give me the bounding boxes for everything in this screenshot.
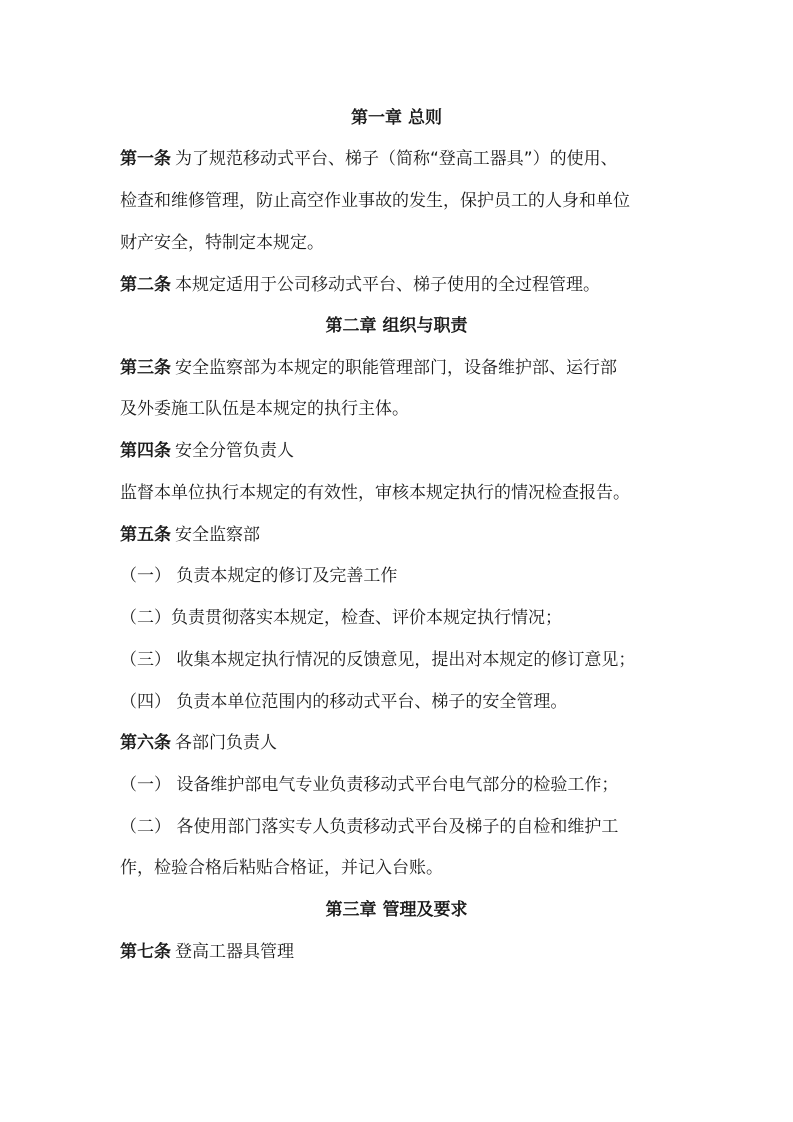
article-4-label: 第四条 (120, 441, 171, 461)
chapter-2-heading: 第二章 组织与职责 (325, 316, 468, 336)
article-4-text-1: 安全分管负责人 (175, 441, 294, 461)
article-7-text-1: 登高工器具管理 (175, 942, 294, 962)
article-6-line-1 (120, 731, 680, 755)
article-3-text-1: 安全监察部为本规定的职能管理部门，设备维护部、运行部 (175, 358, 617, 378)
article-5-text-1: 安全监察部 (175, 525, 260, 545)
article-5-item-4: （四） 负责本单位范围内的移动式平台、梯子的安全管理。 (120, 692, 568, 712)
article-4-line-2: 监督本单位执行本规定的有效性，审核本规定执行的情况检查报告。 (120, 483, 630, 503)
article-1-label: 第一条 (120, 149, 171, 169)
article-6-text-1: 各部门负责人 (175, 733, 277, 753)
article-6-item-2: （二） 各使用部门落实专人负责移动式平台及梯子的自检和维护工 (120, 817, 619, 837)
article-3-line-2: 及外委施工队伍是本规定的执行主体。 (120, 399, 409, 419)
article-1-line-2: 检查和维修管理，防止高空作业事故的发生，保护员工的人身和单位 (120, 191, 630, 211)
article-5-item-3: （三） 收集本规定执行情况的反馈意见，提出对本规定的修订意见； (120, 650, 636, 670)
article-5-line-1 (120, 523, 680, 547)
article-5-item-1: （一） 负责本规定的修订及完善工作 (120, 566, 398, 586)
article-7-line-1 (120, 940, 680, 964)
article-6-item-1: （一） 设备维护部电气专业负责移动式平台电气部分的检验工作； (120, 775, 619, 795)
article-6-label: 第六条 (120, 733, 171, 753)
article-5-label: 第五条 (120, 525, 171, 545)
article-2-text-1: 本规定适用于公司移动式平台、梯子使用的全过程管理。 (175, 275, 600, 295)
article-1-line-3: 财产安全，特制定本规定。 (120, 233, 324, 253)
article-3-label: 第三条 (120, 358, 171, 378)
article-6-item-2-cont: 作，检验合格后粘贴合格证，并记入台账。 (120, 858, 443, 878)
article-5-item-2: （二）负责贯彻落实本规定，检查、评价本规定执行情况； (120, 608, 562, 628)
chapter-1-heading: 第一章 总则 (351, 108, 442, 128)
article-4-line-1 (120, 439, 680, 463)
article-2-label: 第二条 (120, 275, 171, 295)
article-1-line-1 (120, 147, 680, 171)
article-2-line-1 (120, 273, 680, 297)
article-7-label: 第七条 (120, 942, 171, 962)
article-3-line-1 (120, 356, 680, 380)
article-1-text-1: 为了规范移动式平台、梯子（简称“登高工器具”）的使用、 (175, 149, 618, 169)
chapter-3-heading: 第三章 管理及要求 (325, 900, 468, 920)
